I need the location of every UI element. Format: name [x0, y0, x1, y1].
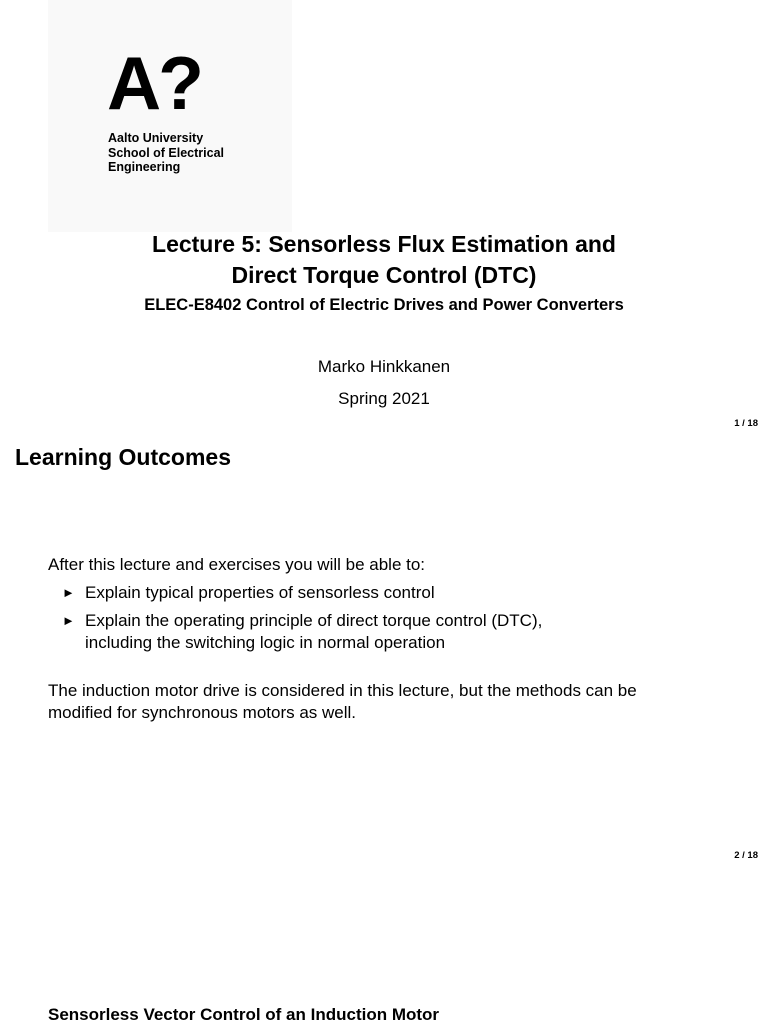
- bullet-triangle-icon: ►: [62, 613, 75, 628]
- list-item-line: Explain the operating principle of direct torque control (DTC),: [85, 611, 543, 630]
- aalto-logo-mark: A?: [107, 41, 201, 125]
- paragraph-line: The induction motor drive is considered in this lecture, but the methods can be: [48, 681, 637, 700]
- slide-heading-learning-outcomes: Learning Outcomes: [15, 444, 231, 470]
- lecture-date: Spring 2021: [338, 389, 430, 408]
- list-item-line: Explain typical properties of sensorless control: [85, 583, 435, 602]
- slide-heading-sensorless-vector-control: Sensorless Vector Control of an Induction Motor: [48, 1005, 440, 1024]
- logo-line-engineering: Engineering: [108, 160, 181, 174]
- lecture-title-line2: Direct Torque Control (DTC): [231, 262, 537, 288]
- aalto-logo-text: [108, 131, 224, 175]
- paragraph-line: modified for synchronous motors as well.: [48, 703, 357, 722]
- page-number-slide1: 1 / 18: [734, 418, 758, 429]
- author-name: Marko Hinkkanen: [317, 357, 451, 376]
- list-item: [62, 610, 722, 654]
- learning-intro-text: After this lecture and exercises you will be able to:: [48, 555, 426, 574]
- page-number-slide2: 2 / 18: [734, 850, 758, 861]
- course-subtitle: ELEC-E8402 Control of Electric Drives and Power Converters: [144, 296, 624, 314]
- logo-line-school: School of Electrical: [108, 145, 225, 160]
- bullet-triangle-icon: ►: [62, 585, 75, 600]
- list-item: [62, 582, 722, 604]
- logo-line-university: Aalto University: [108, 131, 204, 145]
- learning-outcomes-list: [62, 582, 722, 660]
- lecture-title-line1: Lecture 5: Sensorless Flux Estimation and: [152, 231, 616, 257]
- scope-paragraph: [48, 680, 728, 724]
- list-item-line: including the switching logic in normal operation: [85, 633, 446, 652]
